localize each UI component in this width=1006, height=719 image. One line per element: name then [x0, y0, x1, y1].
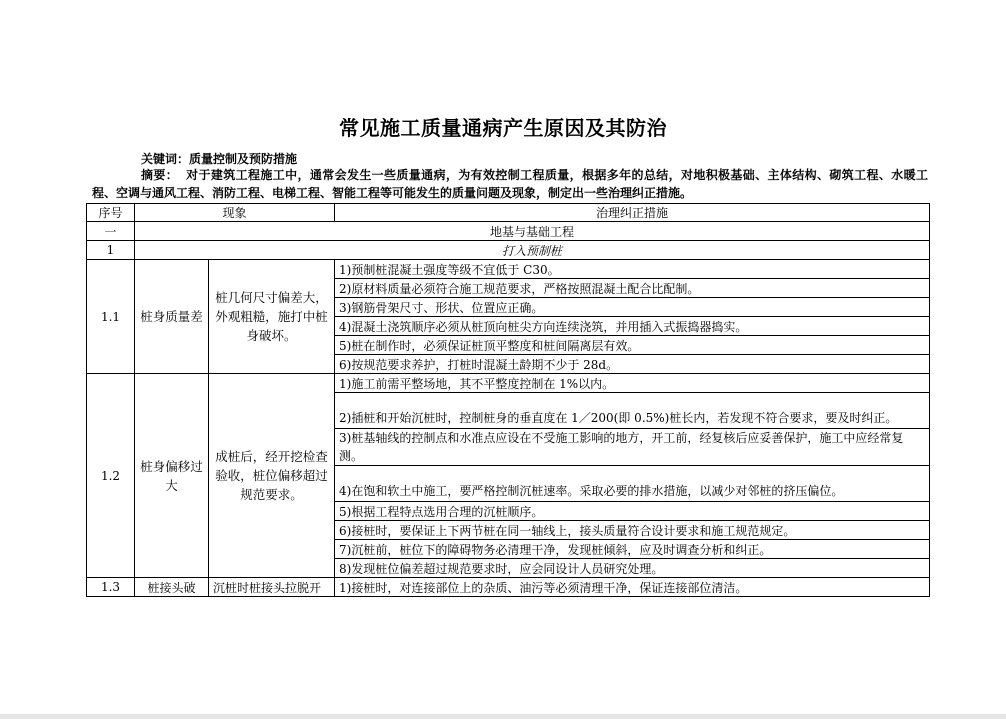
measure-item: 1)接桩时，对连接部位上的杂质、油污等必须清理干净，保证连接部位清洁。	[335, 578, 930, 597]
measure-item: 6)接桩时，要保证上下两节桩在同一轴线上，接头质量符合设计要求和施工规范规定。	[335, 521, 930, 540]
group-problem: 桩接头破	[135, 578, 209, 597]
abstract-text: 对于建筑工程施工中，通常会发生一些质量通病，为有效控制工程质量，根据多年的总结，对地积极基础、主体结构、砌筑工程、水暖工程、空调与通风工程、消防工程、电梯工程、智能工程等可能发生的质量问题及现象，制定出一些治理纠正措施。	[92, 168, 928, 200]
section-row	[87, 222, 930, 241]
subsection-seq: 1	[87, 241, 135, 260]
group-seq: 1.1	[87, 260, 135, 374]
group-cause: 桩几何尺寸偏差大，外观粗糙，施打中桩身破坏。	[209, 260, 335, 374]
header-seq: 序号	[87, 204, 135, 222]
subsection-name: 打入预制桩	[135, 241, 930, 260]
subsection-row	[87, 241, 930, 260]
measure-item: 1)预制桩混凝土强度等级不宜低于 C30。	[335, 260, 930, 279]
section-name: 地基与基础工程	[135, 222, 930, 241]
table-row	[87, 374, 930, 393]
group-seq: 1.3	[87, 578, 135, 597]
document-title: 常见施工质量通病产生原因及其防治	[339, 116, 667, 140]
defects-table	[86, 203, 930, 597]
group-cause: 沉桩时桩接头拉脱开	[209, 578, 335, 597]
table-header-row	[87, 204, 930, 222]
table-row	[87, 578, 930, 597]
measure-item: 4)混凝土浇筑顺序必须从桩顶向桩尖方向连续浇筑，并用插入式振捣器捣实。	[335, 317, 930, 336]
measure-item: 4)在饱和软土中施工，要严格控制沉桩速率。采取必要的排水措施，以减少对邻桩的挤压偏位。	[335, 466, 930, 502]
page-bottom-bar	[0, 714, 1006, 719]
measure-item: 2)插桩和开始沉桩时，控制桩身的垂直度在 1／200(即 0.5%)桩长内，若发现不符合要求，要及时纠正。	[335, 393, 930, 429]
group-problem: 桩身质量差	[135, 260, 209, 374]
measure-item: 2)原材料质量必须符合施工规范要求，严格按照混凝土配合比配制。	[335, 279, 930, 298]
abstract-label: 摘要：	[141, 168, 179, 182]
measure-item: 3)桩基轴线的控制点和水准点应设在不受施工影响的地方，开工前，经复核后应妥善保护，施工中应经常复测。	[335, 429, 930, 466]
header-measures: 治理纠正措施	[335, 204, 930, 222]
measure-item: 1)施工前需平整场地，其不平整度控制在 1%以内。	[335, 374, 930, 393]
keywords-label: 关键词：	[141, 152, 190, 166]
measure-item: 5)桩在制作时，必须保证桩顶平整度和桩间隔离层有效。	[335, 336, 930, 355]
measure-item: 8)发现桩位偏差超过规范要求时，应会同设计人员研究处理。	[335, 559, 930, 578]
measure-item: 3)钢筋骨架尺寸、形状、位置应正确。	[335, 298, 930, 317]
header-phenomenon: 现象	[135, 204, 335, 222]
measure-item: 7)沉桩前，桩位下的障碍物务必清理干净，发现桩倾斜，应及时调查分析和纠正。	[335, 540, 930, 559]
group-cause: 成桩后，经开挖检查验收，桩位偏移超过规范要求。	[209, 374, 335, 578]
group-problem: 桩身偏移过大	[135, 374, 209, 578]
abstract-paragraph	[92, 166, 928, 202]
keywords-line	[141, 150, 297, 167]
section-seq: 一	[87, 222, 135, 241]
group-seq: 1.2	[87, 374, 135, 578]
keywords-value: 质量控制及预防措施	[189, 152, 298, 166]
measure-item: 6)按规范要求养护，打桩时混凝土龄期不少于 28d。	[335, 355, 930, 374]
measure-item: 5)根据工程特点选用合理的沉桩顺序。	[335, 502, 930, 521]
table-row	[87, 260, 930, 279]
